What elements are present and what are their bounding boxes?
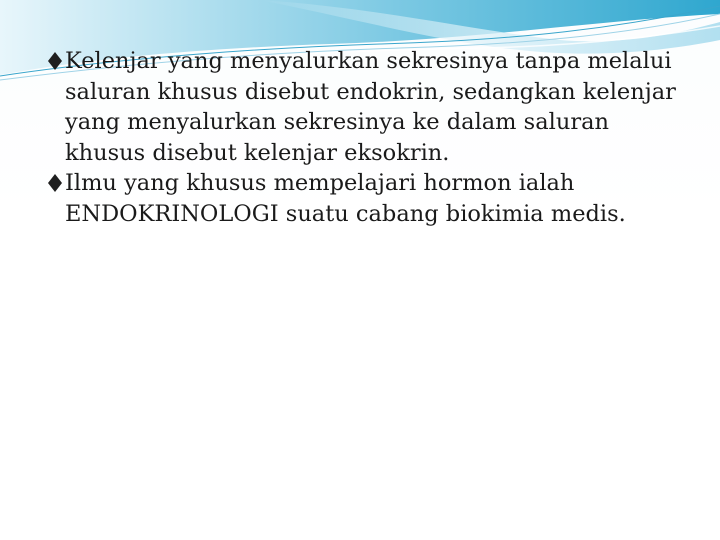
bullet-text: Ilmu yang khusus mempelajari hormon ialah ENDOKRINOLOGI suatu cabang biokimia medis. xyxy=(65,170,626,227)
missing-glyph-bullet-icon xyxy=(48,46,65,80)
bullet-text: Kelenjar yang menyalurkan sekresinya tanpa melalui saluran khusus disebut endokrin, sedangkan kelenjar yang menyalurkan sekresinya ke dalam saluran khusus disebut kelenjar eksokrin. xyxy=(65,48,676,166)
missing-glyph-bullet-icon xyxy=(48,168,65,202)
bullet-item-endokrinologi xyxy=(48,168,688,229)
bullet-list xyxy=(48,46,688,229)
bullet-item-endokrin xyxy=(48,46,688,168)
